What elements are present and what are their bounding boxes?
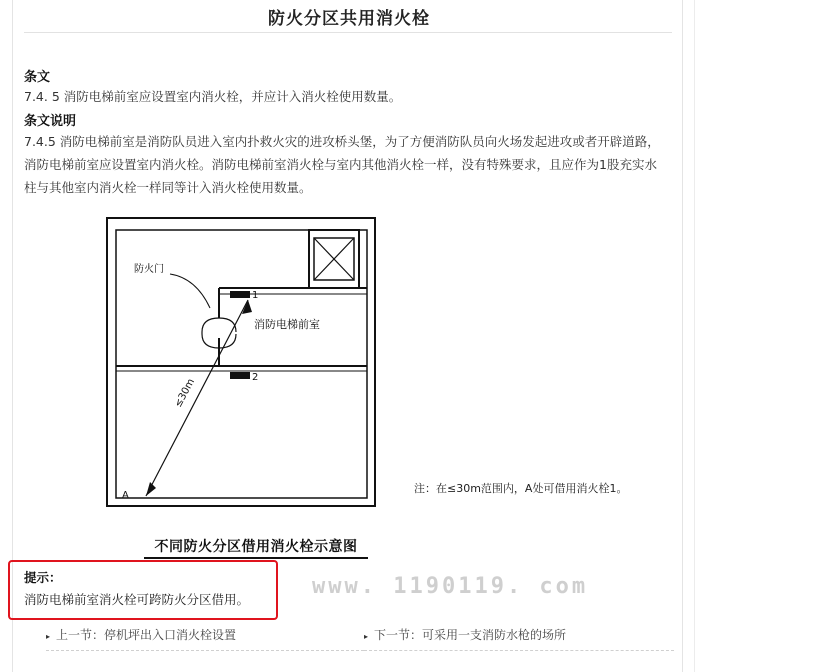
section-explain-line-1: 7.4.5 消防电梯前室是消防队员进入室内扑救火灾的进攻桥头堡，为了方便消防队员向火场发起进攻或者开辟道路， [24, 134, 660, 149]
figure-note: 注：在≤30m范围内，A处可借用消火栓1。 [414, 482, 628, 495]
outer-wall [107, 218, 375, 506]
hydrant-1-label: 1 [252, 290, 259, 301]
right-page-divider-outer [694, 0, 695, 672]
prev-section-link[interactable]: 上一节：停机坪出入口消火栓设置 [56, 628, 237, 642]
fire-door-label: 防火门 [134, 264, 164, 275]
hydrant-2-box [230, 372, 250, 379]
fire-door-leader [170, 274, 210, 308]
floor-plan-figure [24, 208, 674, 508]
section-explain-line-2: 消防电梯前室应设置室内消火栓。消防电梯前室消火栓与室内其他消火栓一样，没有特殊要求，且应作为1股充实水 [24, 157, 657, 172]
fire-door-swing-2 [202, 334, 219, 348]
figure-caption: 不同防火分区借用消火栓示意图 [144, 536, 368, 559]
prev-arrow-icon: ▸ [46, 632, 51, 641]
fire-door-swing-4 [219, 334, 236, 348]
distance-label: ≤30m [172, 376, 198, 410]
hydrant-1-box [230, 291, 250, 298]
site-watermark: www. 1190119. com [312, 574, 589, 599]
section-explain-heading: 条文说明 [24, 114, 77, 129]
distance-arrow-bottom [146, 482, 156, 496]
next-section-link[interactable]: 下一节：可采用一支消防水枪的场所 [374, 628, 567, 642]
prev-section-nav [46, 626, 364, 651]
right-page-divider [682, 0, 683, 672]
fire-door-swing-3 [219, 318, 236, 332]
hydrant-2-label: 2 [252, 372, 259, 383]
article-content [24, 0, 674, 672]
lobby-label: 消防电梯前室 [254, 318, 320, 331]
point-a-label: A [122, 490, 129, 501]
title-divider [24, 32, 672, 33]
floor-plan-drawing [24, 208, 674, 508]
distance-line [146, 300, 248, 496]
next-arrow-icon: ▸ [364, 632, 369, 641]
page-title: 防火分区共用消火栓 [268, 9, 430, 29]
tip-text: 消防电梯前室消火栓可跨防火分区借用。 [24, 592, 250, 607]
next-section-nav [364, 626, 674, 651]
section-explain-line-3: 柱与其他室内消火栓一样同等计入消火栓使用数量。 [24, 180, 312, 195]
tip-label: 提示： [24, 570, 62, 585]
section-text-body: 7.4. 5 消防电梯前室应设置室内消火栓，并应计入消火栓使用数量。 [24, 89, 402, 104]
section-text-heading: 条文 [24, 70, 51, 85]
fire-door-swing-1 [202, 318, 219, 332]
